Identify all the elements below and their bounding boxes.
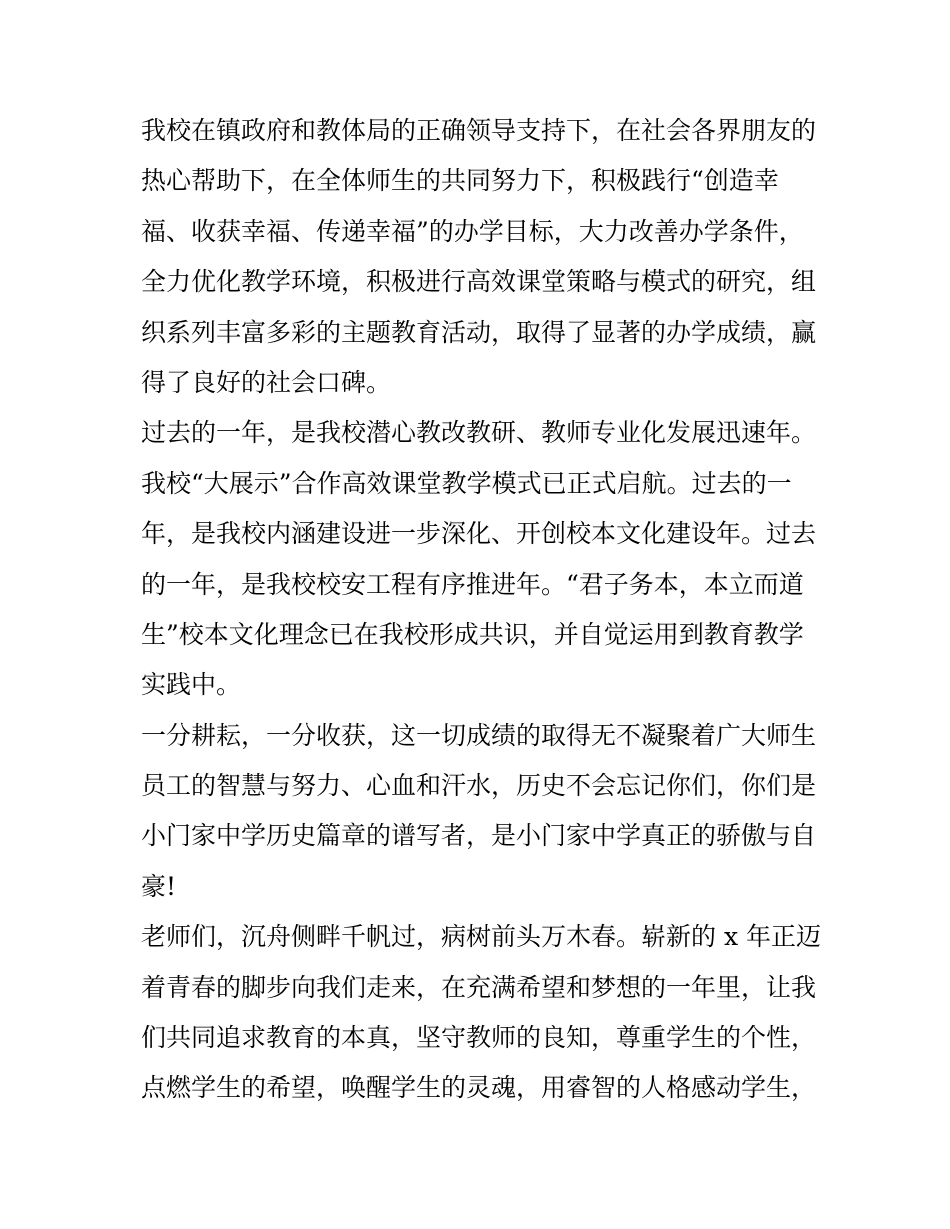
text-line: 着青春的脚步向我们走来，在充满希望和梦想的一年里，让我 [141,972,817,1002]
text-line: 实践中。 [141,670,242,700]
document-body [141,106,821,1114]
text-line: 点燃学生的希望，唤醒学生的灵魂，用睿智的人格感动学生， [141,1073,817,1103]
text-line: 们共同追求教育的本真，坚守教师的良知，尊重学生的个性， [141,1023,817,1053]
text-line: 员工的智慧与努力、心血和汗水，历史不会忘记你们，你们是 [141,771,817,801]
text-line: 老师们，沉舟侧畔千帆过，病树前头万木春。崭新的 x 年正迈 [141,922,821,952]
text-line: 的一年，是我校校安工程有序推进年。“君子务本，本立而道 [141,569,804,599]
text-line: 生”校本文化理念已在我校形成共识，并自觉运用到教育教学 [141,619,804,649]
text-line: 得了良好的社会口碑。 [141,367,392,397]
text-line: 过去的一年，是我校潜心教改教研、教师专业化发展迅速年。 [141,418,817,448]
text-line: 豪! [141,871,177,901]
text-line: 织系列丰富多彩的主题教育活动，取得了显著的办学成绩，赢 [141,317,817,347]
text-line: 热心帮助下，在全体师生的共同努力下，积极践行“创造幸 [141,166,779,196]
text-line: 我校在镇政府和教体局的正确领导支持下，在社会各界朋友的 [141,116,817,145]
text-line: 一分耕耘，一分收获，这一切成绩的取得无不凝聚着广大师生 [141,720,817,750]
text-line: 我校“大展示”合作高效课堂教学模式已正式启航。过去的一 [141,468,792,498]
text-line: 福、收获幸福、传递幸福”的办学目标，大力改善办学条件， [141,216,804,246]
text-line: 全力优化教学环境，积极进行高效课堂策略与模式的研究，组 [141,267,817,297]
text-line: 小门家中学历史篇章的谱写者，是小门家中学真正的骄傲与自 [141,821,817,851]
text-line: 年，是我校内涵建设进一步深化、开创校本文化建设年。过去 [141,519,817,549]
